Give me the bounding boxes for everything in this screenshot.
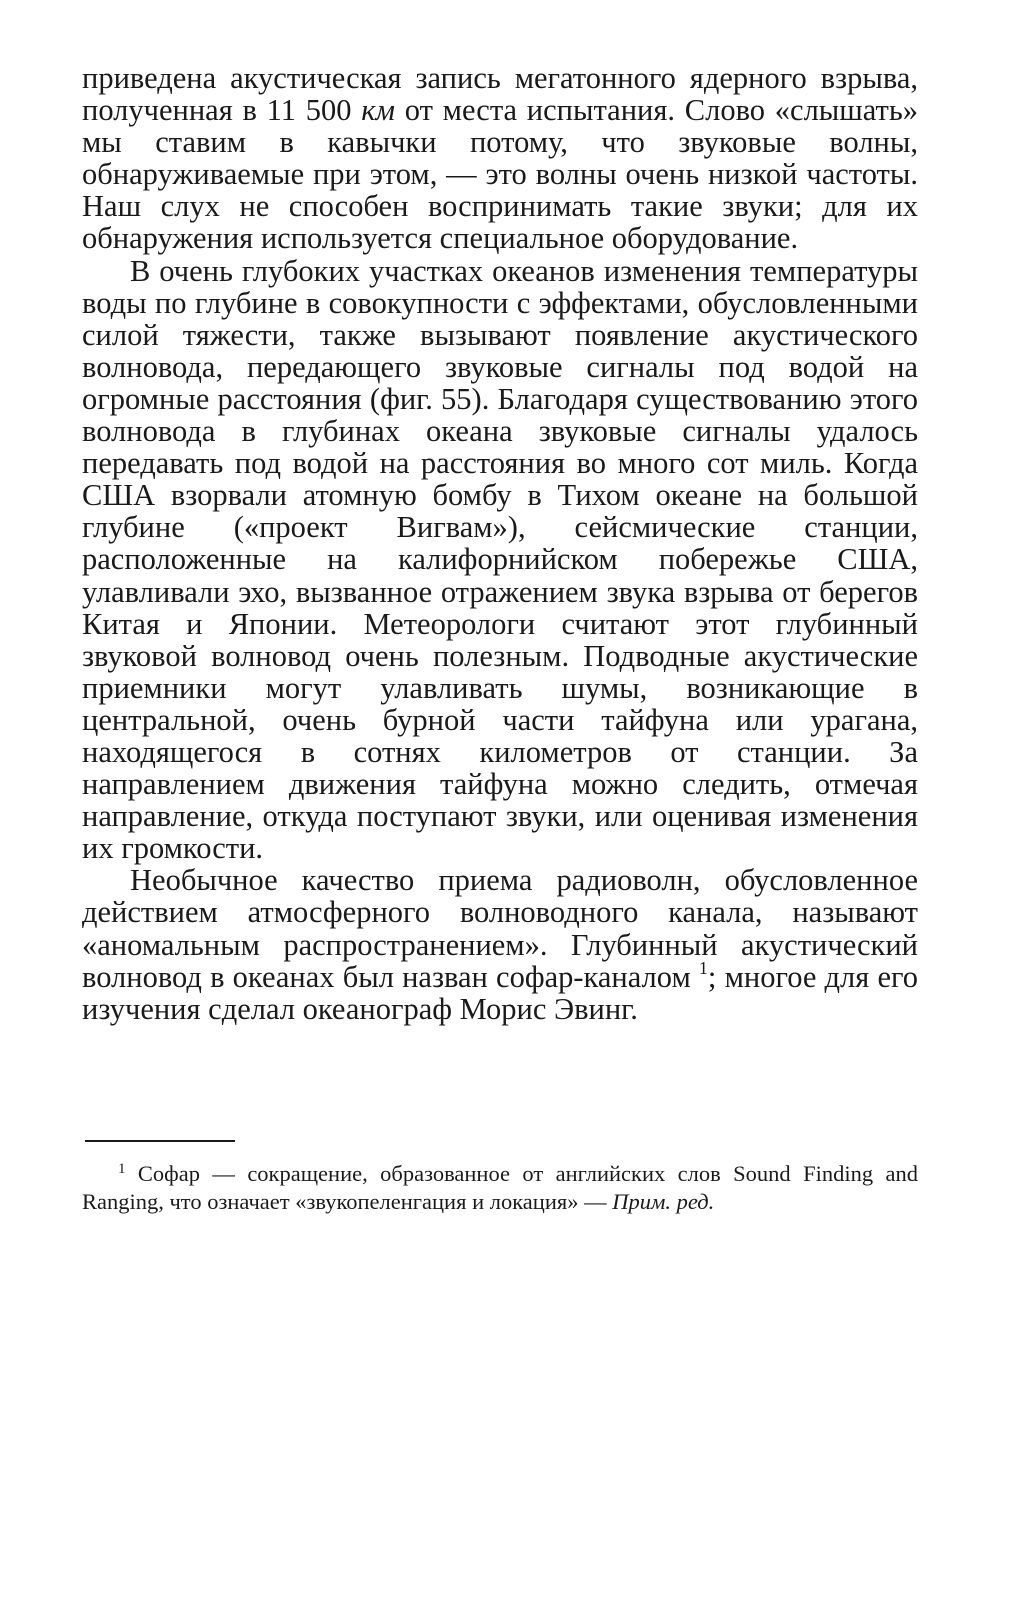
unit-km: км xyxy=(361,93,395,128)
footnote-text: $^1$ Софар — сокращение, образованное от английских слов Sound Finding and Ranging, что означает «звукопеленгация и локация» — Прим. ред. xyxy=(82,1161,918,1214)
footnote-reference: 1 xyxy=(698,957,708,978)
editor-note: Прим. ред. xyxy=(612,1189,715,1214)
paragraph-2: В очень глубоких участках океанов изменения температуры воды по глубине в совокупности с эффектами, обусловленными силой тяжести, также вызывают появление акустического волновода, передающего звуковые сигналы под водой на огромные расстояния (фиг. 55). Благодаря существованию этого волновода в глубинах океана звуковые сигналы удалось передавать под водой на расстояния во много сот миль. Когда США взорвали атомную бомбу в Тихом океане на большой глубине («проект Вигвам»), сейсмические станции, расположенные на калифорнийском побережье США, улавливали эхо, вызванное отражением звука взрыва от берегов Китая и Японии. Метеорологи считают этот глубинный звуковой волновод очень полезным. Подводные акустические приемники могут улавливать шумы, возникающие в центральной, очень бурной части тайфуна или урагана, находящегося в сотнях километров от станции. За направлением движения тайфуна можно следить, отмечая направление, откуда поступают звуки, или оценивая изменения их громкости. xyxy=(82,253,918,866)
paragraph-3: Необычное качество приема радиоволн, обусловленное действием атмосферного волноводного канала, называют «аномальным распространением». Глубинный акустический волновод в океанах был назван софар-каналом $^1$; многое для его изучения сделал океанограф Морис Эвинг. xyxy=(82,863,918,1026)
footnote xyxy=(82,1160,918,1216)
main-text xyxy=(82,62,918,1025)
footnote-divider xyxy=(85,1140,235,1142)
paragraph-1: приведена акустическая запись мегатонного ядерного взрыва, полученная в 11 500 км от места испытания. Слово «слышать» мы ставим в кавычки потому, что звуковые волны, обнаруживаемые при этом, — это волны очень низкой частоты. Наш слух не способен воспринимать такие звуки; для их обнаружения используется специальное оборудование. xyxy=(82,61,918,256)
footnote-marker: 1 xyxy=(118,1161,126,1177)
